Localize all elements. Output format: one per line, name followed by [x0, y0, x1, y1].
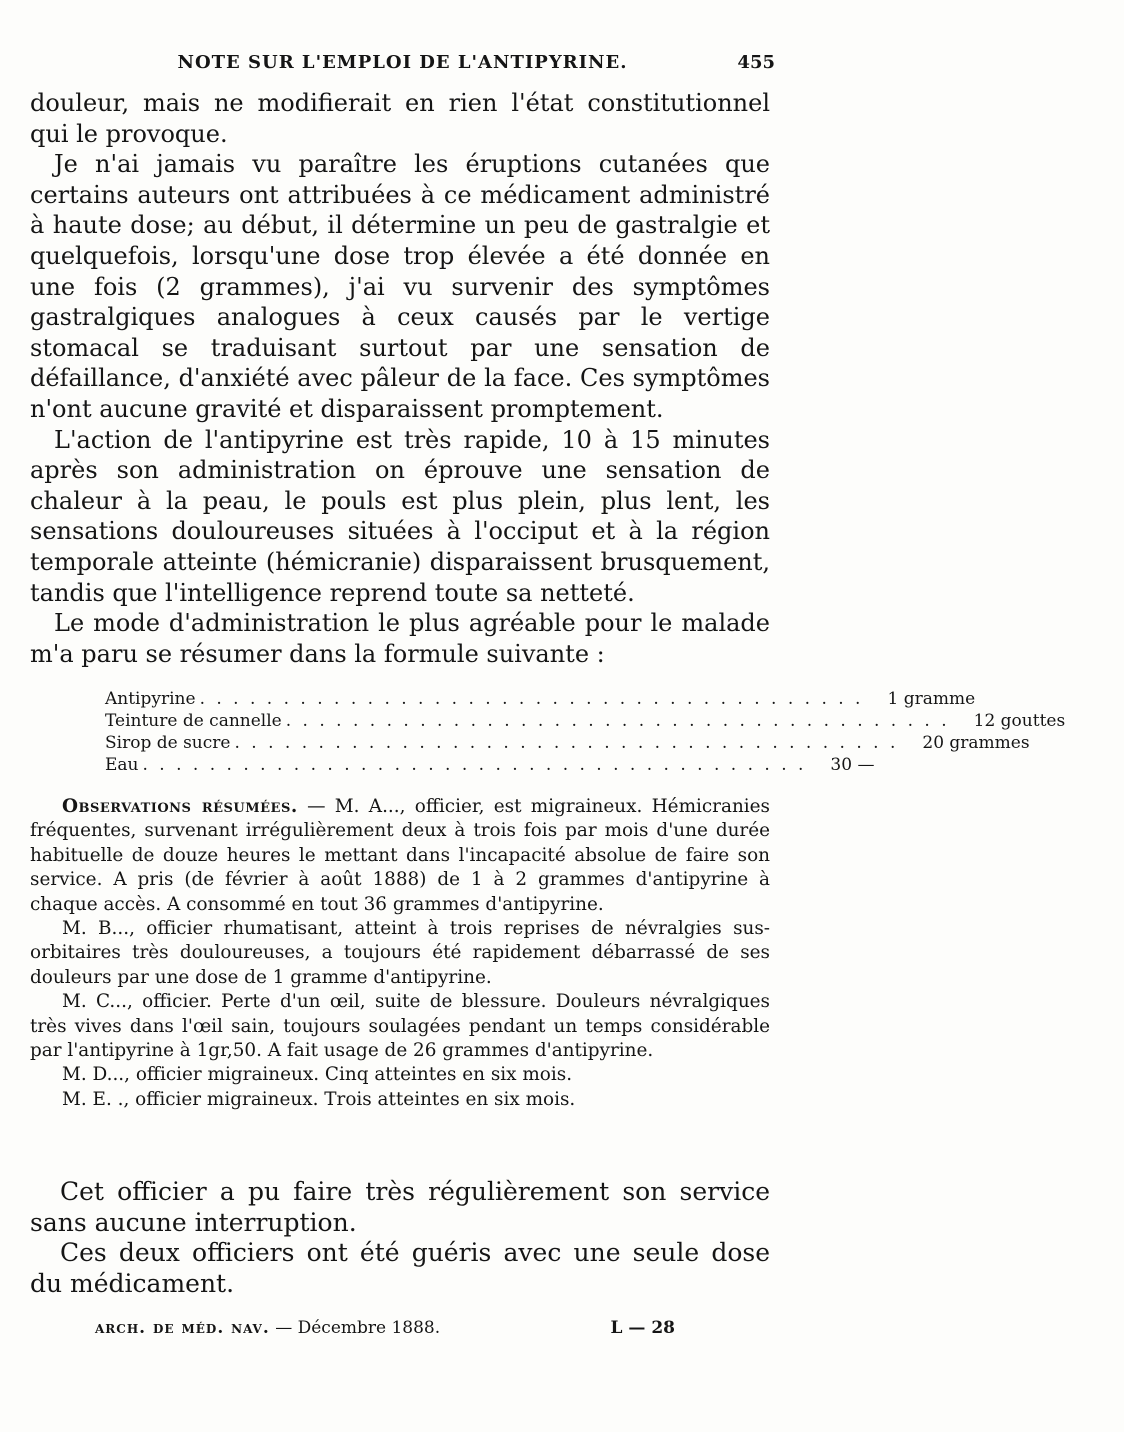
paragraph-1: douleur, mais ne modifierait en rien l'état constitutionnel qui le provoque.	[30, 89, 770, 148]
journal-name: arch. de méd. nav.	[95, 1318, 270, 1338]
observations-heading: Observations résumées.	[62, 796, 298, 817]
closing-paragraph-1: Cet officier a pu faire très régulièrement son service sans aucune interruption.	[30, 1177, 770, 1237]
dot-leader: . . . . . . . . . . . . . . . . . . . . . . . . . . . . . . . . . . . . . . . .	[285, 711, 950, 731]
formula-quantity: 12 gouttes	[973, 711, 1066, 731]
dot-leader: . . . . . . . . . . . . . . . . . . . . . . . . . . . . . . . . . . . . . . . .	[142, 755, 807, 775]
header-title: NOTE SUR L'EMPLOI DE L'ANTIPYRINE.	[177, 52, 628, 73]
signature-mark: L — 28	[610, 1318, 675, 1338]
page-footer	[95, 1318, 675, 1344]
footer-citation	[95, 1318, 440, 1338]
prescription-formula	[105, 688, 1066, 776]
closing-paragraph-2: Ces deux officiers ont été guéris avec une seule dose du médicament.	[30, 1238, 770, 1298]
observations-section	[30, 795, 770, 1112]
formula-quantity: 20 grammes	[922, 733, 1030, 753]
observation-d: M. D..., officier migraineux. Cinq atteintes en six mois.	[62, 1064, 573, 1086]
paragraph-2: Je n'ai jamais vu paraître les éruptions cutanées que certains auteurs ont attribuées à ce médicament administré à haute dose; au début, il détermine un peu de gastralgie et quelquefois, lorsqu'une dose trop élevée a été donnée en une fois (2 grammes), j'ai vu survenir des symptômes gastralgiques analogues à ceux causés par le vertige stomacal se traduisant surtout par une sensation de défaillance, d'anxiété avec pâleur de la face. Ces symptômes n'ont aucune gravité et disparaissent promptement.	[30, 150, 770, 423]
issue-date: Décembre 1888.	[297, 1318, 441, 1338]
dot-leader: . . . . . . . . . . . . . . . . . . . . . . . . . . . . . . . . . . . . . . . .	[234, 733, 899, 753]
footer-separator: —	[275, 1318, 293, 1338]
main-text	[30, 88, 770, 669]
formula-row	[105, 688, 976, 710]
formula-row	[105, 732, 1030, 754]
formula-row	[105, 710, 1066, 732]
formula-ingredient: Antipyrine	[105, 689, 196, 709]
formula-quantity: 1 gramme	[887, 689, 976, 709]
paragraph-4: Le mode d'administration le plus agréable pour le malade m'a paru se résumer dans la formule suivante :	[30, 609, 770, 668]
observation-e: M. E. ., officier migraineux. Trois atteintes en six mois.	[62, 1088, 576, 1110]
observation-a	[30, 795, 770, 917]
running-header	[30, 50, 775, 80]
observation-b: M. B..., officier rhumatisant, atteint à trois reprises de névralgies sus-orbitaires très douloureuses, a toujours été rapidement débarrassé de ses douleurs par une dose de 1 gramme d'antipyrine.	[30, 918, 770, 988]
observation-a-text: — M. A..., officier, est migraineux. Hémicranies fréquentes, survenant irrégulièrement deux à trois fois par mois d'une durée habituelle de douze heures le mettant dans l'incapacité absolue de faire son service. A pris (de février à août 1888) de 1 à 2 grammes d'antipyrine à chaque accès. A consommé en tout 36 grammes d'antipyrine.	[30, 796, 770, 915]
formula-ingredient: Sirop de sucre	[105, 733, 231, 753]
formula-ingredient: Teinture de cannelle	[105, 711, 282, 731]
formula-quantity: 30 —	[830, 755, 875, 775]
page-number: 455	[737, 52, 775, 73]
formula-row	[105, 754, 875, 776]
paragraph-3: L'action de l'antipyrine est très rapide, 10 à 15 minutes après son administration on éprouve une sensation de chaleur à la peau, le pouls est plus plein, plus lent, les sensations douloureuses situées à l'occiput et à la région temporale atteinte (hémicranie) disparaissent brusquement, tandis que l'intelligence reprend toute sa netteté.	[30, 425, 770, 607]
observation-c: M. C..., officier. Perte d'un œil, suite de blessure. Douleurs névralgiques très vives dans l'œil sain, toujours soulagées pendant un temps considérable par l'antipyrine à 1gr,50. A fait usage de 26 grammes d'antipyrine.	[30, 991, 770, 1062]
formula-ingredient: Eau	[105, 755, 139, 775]
closing-text	[30, 1177, 770, 1299]
dot-leader: . . . . . . . . . . . . . . . . . . . . . . . . . . . . . . . . . . . . . . . .	[199, 689, 864, 709]
